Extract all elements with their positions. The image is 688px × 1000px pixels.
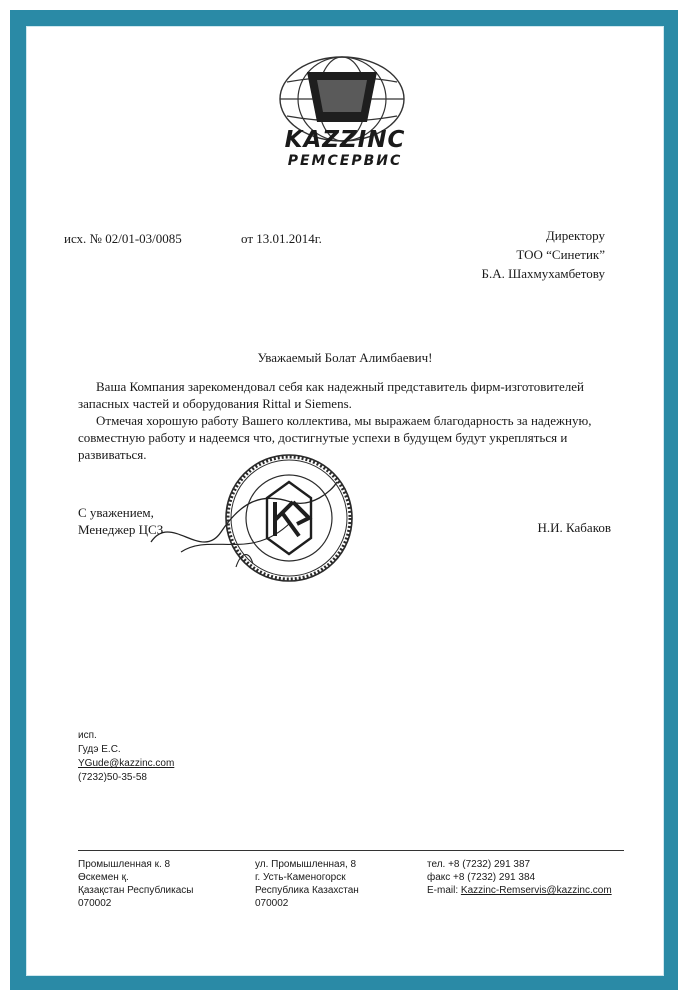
brand-wordmark: [265, 128, 425, 170]
executor-contact: [78, 729, 174, 785]
addressee-company: ТОО “Синетик”: [516, 247, 605, 262]
body-paragraph: Отмечая хорошую работу Вашего коллектива, мы выражаем благодарность за надежную, совместную работу и надеемся что, достигнутые успехи в будущем будут укрепляться и развиваться.: [78, 413, 592, 462]
body-paragraph: Ваша Компания зарекомендовал себя как надежный представитель фирм-изготовителей запасных частей и оборудования Rittal и Siemens.: [78, 379, 584, 411]
addressee-block: [482, 226, 605, 283]
footer-line: 070002: [78, 898, 112, 909]
letter-body: [78, 378, 618, 463]
signer-name: Н.И. Кабаков: [537, 520, 611, 535]
footer-email-row: [427, 884, 612, 897]
addressee-position: Директору: [545, 228, 605, 243]
letter-date: от 13.01.2014г.: [241, 231, 322, 246]
footer-divider: [78, 850, 624, 851]
footer-address-kz: [78, 858, 194, 910]
footer-line: г. Усть-Каменогорск: [255, 872, 346, 883]
footer-fax: факс +8 (7232) 291 384: [427, 872, 536, 883]
executor-phone: (7232)50-35-58: [78, 772, 147, 783]
footer-line: 070002: [255, 898, 289, 909]
closing-position: Менеджер ЦСЗ: [78, 522, 164, 537]
letter-page: [33, 32, 657, 968]
footer-contacts: [427, 858, 612, 897]
closing-greeting: С уважением,: [78, 505, 154, 520]
footer-line: Өскемен қ.: [78, 872, 129, 883]
executor-name: Гудэ Е.С.: [78, 744, 121, 755]
footer-line: ул. Промышленная, 8: [255, 859, 357, 870]
closing-block: [78, 504, 163, 538]
footer-line: Республика Казахстан: [255, 885, 359, 896]
footer-line: Қазақстан Республикасы: [78, 885, 194, 896]
footer-email-link[interactable]: Kazzinc-Remservis@kazzinc.com: [460, 885, 612, 896]
footer-address-ru: [255, 858, 359, 910]
addressee-name: Б.А. Шахмухамбетову: [481, 266, 605, 281]
footer-phone: тел. +8 (7232) 291 387: [427, 859, 531, 870]
brand-name: KAZZINC: [284, 127, 406, 153]
brand-subtitle: РЕМСЕРВИС: [287, 153, 403, 169]
footer-email-label: E-mail:: [427, 885, 459, 896]
footer-line: Промышленная к. 8: [78, 859, 171, 870]
company-seal-stamp: [223, 452, 355, 584]
executor-email-link[interactable]: YGude@kazzinc.com: [78, 758, 175, 769]
kazzinc-globe-logo: [277, 54, 407, 194]
executor-label: исп.: [78, 730, 97, 741]
salutation: Уважаемый Болат Алимбаевич!: [257, 350, 433, 365]
outgoing-number: исх. № 02/01-03/0085: [64, 231, 182, 246]
